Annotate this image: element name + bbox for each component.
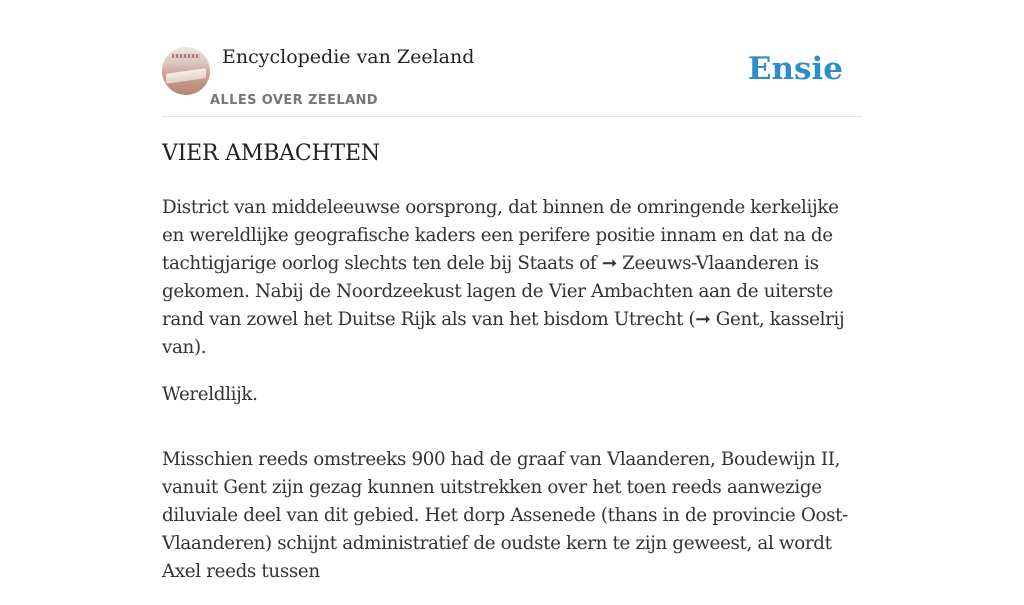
article-content: [162, 138, 864, 605]
brand-logo-link[interactable]: Ensie: [747, 51, 843, 87]
site-tagline: ALLES OVER ZEELAND: [210, 93, 378, 108]
paragraph-spacer: [162, 428, 864, 446]
article-title: VIER AMBACHTEN: [162, 141, 380, 166]
book-photo-icon: [172, 54, 200, 58]
article-paragraph-intro: District van middeleeuwse oorsprong, dat binnen de omringende kerkelijke en wereldlijke geografische kaders een perifere positie innam en dat na de tachtigjarige oorlog slechts ten dele bij Staats of ➞ Zeeuws-Vlaanderen is gekomen. Nabij de Noordzeekust lagen de Vier Ambachten aan de uiterste rand van zowel het Duitse Rijk als van het bisdom Utrecht (➞ Gent, kasselrij van).: [162, 197, 845, 358]
article-paragraph-history: Misschien reeds omstreeks 900 had de graaf van Vlaanderen, Boudewijn II, vanuit Gent zijn gezag kunnen uitstrekken over het toen reeds aanwezige diluviale deel van dit gebied. Het dorp Assenede (thans in de provincie Oost-Vlaanderen) schijnt administratief de oudste kern te zijn geweest, al wordt Axel reeds tussen: [162, 449, 848, 582]
site-header: [162, 46, 862, 117]
book-page-shape: [166, 68, 206, 84]
section-heading-wereldlijk: Wereldlijk.: [162, 384, 258, 405]
site-avatar[interactable]: [162, 47, 210, 95]
site-title-link[interactable]: Encyclopedie van Zeeland: [222, 46, 475, 68]
